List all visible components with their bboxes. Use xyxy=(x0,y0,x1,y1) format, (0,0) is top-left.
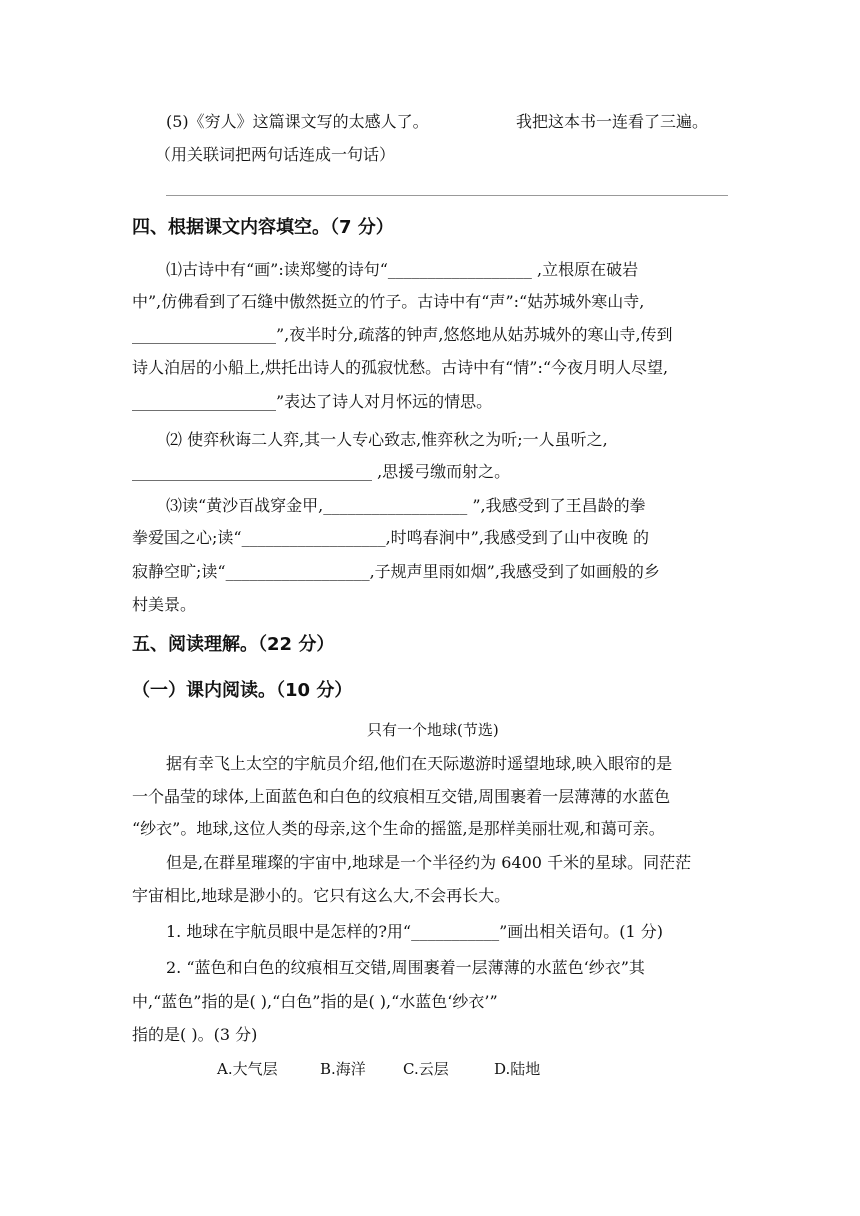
reading-question-2-line1: 2. “蓝色和白色的纹痕相互交错,周围裹着一层薄薄的水蓝色‘纱衣”其 xyxy=(166,958,645,977)
answer-line xyxy=(166,195,728,196)
option-c: C.云层 xyxy=(403,1060,449,1078)
question-5-sentence-a: (5)《穷人》这篇课文写的太感人了。 xyxy=(166,112,429,131)
section-5-sub-heading: （一）课内阅读。（10 分） xyxy=(132,680,353,701)
passage-para2-line1: 但是,在群星璀璨的宇宙中,地球是一个半径约为 6400 千米的星球。同茫茫 xyxy=(166,853,692,872)
reading-question-2-line2: 中,“蓝色”指的是( ),“白色”指的是( ),“水蓝色‘纱衣’” xyxy=(132,992,498,1011)
question-5-hint: （用关联词把两句话连成一句话） xyxy=(155,145,396,164)
passage-title: 只有一个地球(节选) xyxy=(367,721,499,739)
passage-para1-line2: 一个晶莹的球体,上面蓝色和白色的纹痕相互交错,周围裹着一层薄薄的水蓝色 xyxy=(132,787,671,806)
s4-p3-line4: 村美景。 xyxy=(132,595,197,614)
s4-p3-line3: 寂静空旷;读“__________________,子规声里雨如烟”,我感受到了如画般的乡 xyxy=(132,562,660,581)
option-d: D.陆地 xyxy=(494,1060,541,1078)
passage-para1-line3: “纱衣”。地球,这位人类的母亲,这个生命的摇篮,是那样美丽壮观,和蔼可亲。 xyxy=(132,819,665,838)
s4-p1-line1: ⑴古诗中有“画”:读郑燮的诗句“__________________ ,立根原在破岩 xyxy=(166,260,639,279)
question-5-sentence-b: 我把这本书一连看了三遍。 xyxy=(516,112,709,131)
s4-p2-line1: ⑵ 使弈秋诲二人弈,其一人专心致志,惟弈秋之为听;一人虽听之, xyxy=(166,430,608,449)
s4-p3-line2: 拳爱国之心;读“__________________,时鸣春涧中”,我感受到了山中夜晚 的 xyxy=(132,528,650,547)
s4-p1-line2: 中”,仿佛看到了石缝中傲然挺立的竹子。古诗中有“声”:“姑苏城外寒山寺, xyxy=(132,292,645,311)
option-b: B.海洋 xyxy=(320,1060,366,1078)
s4-p1-line3: __________________”,夜半时分,疏落的钟声,悠悠地从姑苏城外的寒山寺,传到 xyxy=(132,325,673,344)
s4-p1-line5: __________________”表达了诗人对月怀远的情思。 xyxy=(132,392,493,411)
section-5-heading: 五、阅读理解。（22 分） xyxy=(132,634,335,655)
passage-para1-line1: 据有幸飞上太空的宇航员介绍,他们在天际遨游时遥望地球,映入眼帘的是 xyxy=(166,754,673,773)
s4-p1-line4: 诗人泊居的小船上,烘托出诗人的孤寂忧愁。古诗中有“情”:“今夜月明人尽望, xyxy=(132,358,669,377)
option-a: A.大气层 xyxy=(217,1060,278,1078)
s4-p3-line1: ⑶读“黄沙百战穿金甲,__________________ ”,我感受到了王昌龄的拳 xyxy=(166,496,646,515)
s4-p2-line2: ______________________________ ,思援弓缴而射之。 xyxy=(132,462,511,481)
section-4-heading: 四、根据课文内容填空。（7 分） xyxy=(132,217,394,238)
reading-question-1: 1. 地球在宇航员眼中是怎样的?用“___________”画出相关语句。(1 分) xyxy=(166,922,664,941)
reading-question-2-line3: 指的是( )。(3 分) xyxy=(132,1025,258,1044)
passage-para2-line2: 宇宙相比,地球是渺小的。它只有这么大,不会再长大。 xyxy=(132,886,511,905)
